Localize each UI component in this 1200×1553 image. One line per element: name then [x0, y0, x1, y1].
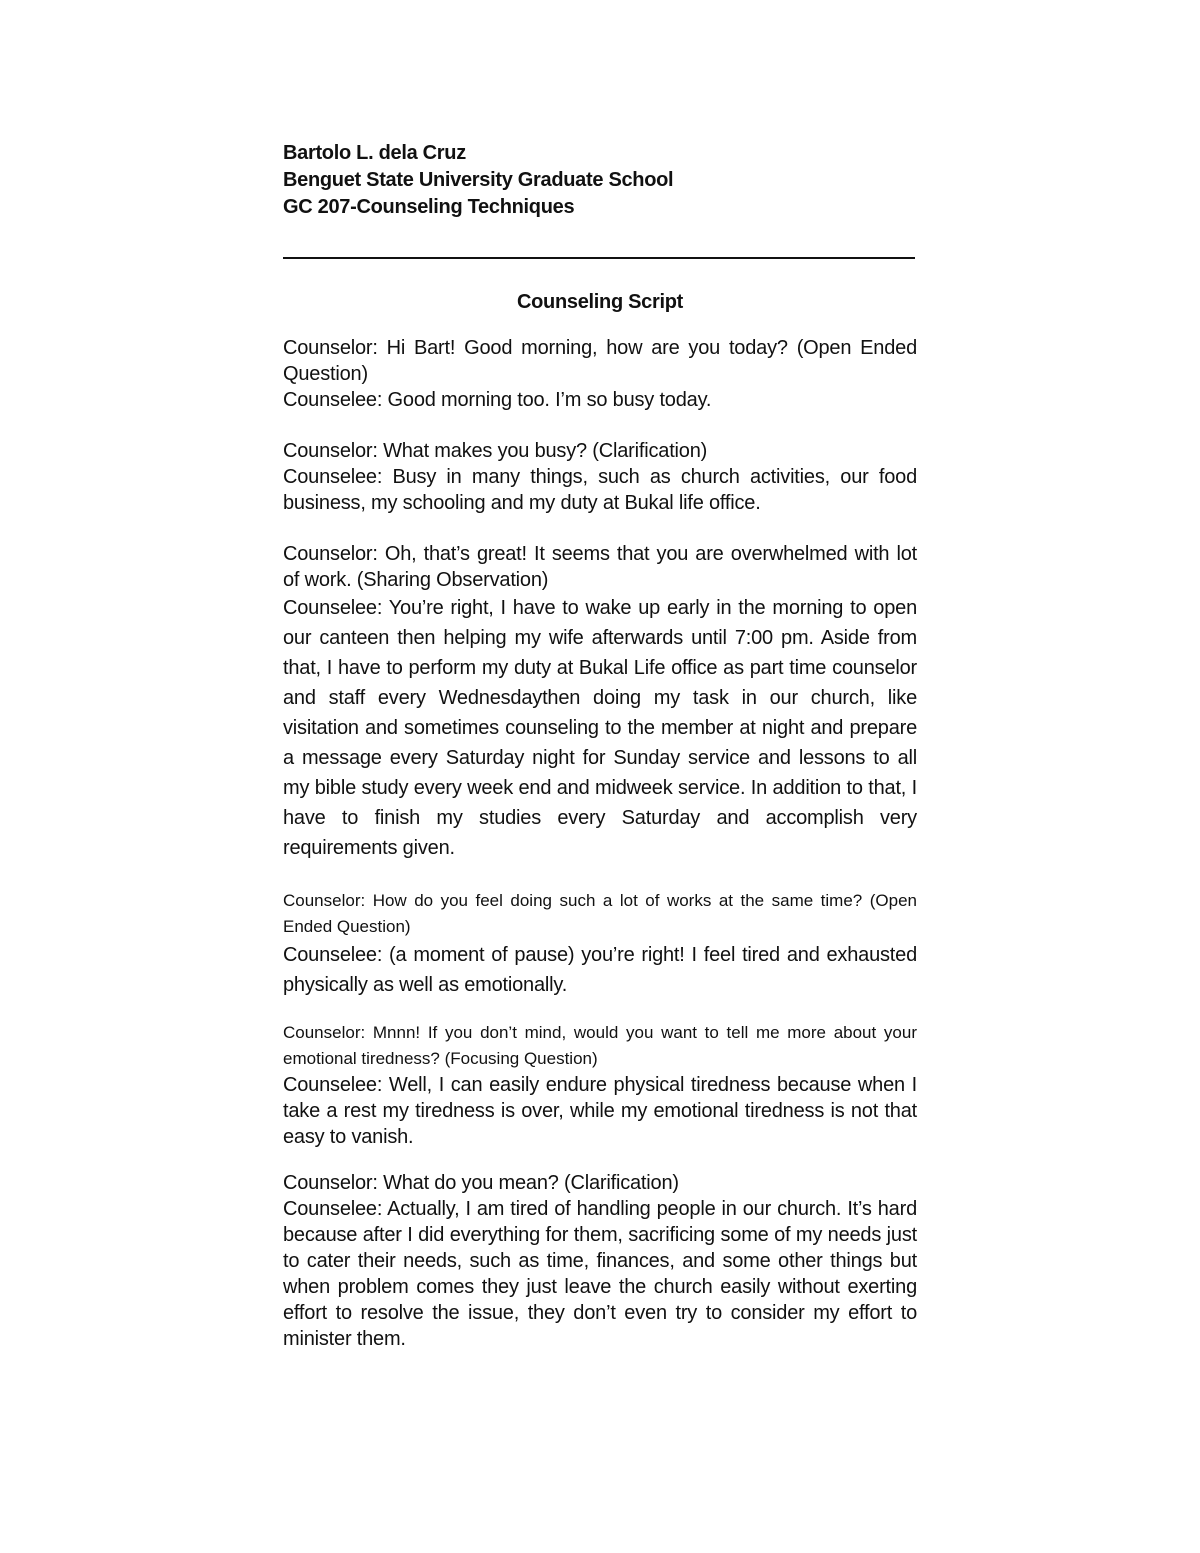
course-title: GC 207-Counseling Techniques: [283, 196, 575, 218]
exchange: [283, 335, 917, 413]
counselor-line: Counselor: What makes you busy? (Clarification): [283, 440, 708, 462]
counselor-line: Counselor: Mnnn! If you don’t mind, would you want to tell me more about your emotional tiredness? (Focusing Question): [283, 1023, 917, 1068]
dialogue: [283, 335, 917, 1352]
exchange: [283, 541, 917, 863]
counselor-line: Counselor: Hi Bart! Good morning, how are you today? (Open Ended Question): [283, 337, 917, 385]
counselor-line: Counselor: What do you mean? (Clarification): [283, 1172, 679, 1194]
counselee-line: Counselee: (a moment of pause) you’re right! I feel tired and exhausted physically as well as emotionally.: [283, 944, 917, 996]
exchange: [283, 438, 917, 516]
counselee-line: Counselee: You’re right, I have to wake up early in the morning to open our canteen then helping my wife afterwards until 7:00 pm. Aside from that, I have to perform my duty at Bukal Life office as part time counselor and staff every Wednesdaythen doing my task in our church, like visitation and sometimes counseling to the member at night and prepare a message every Saturday night for Sunday service and lessons to all my bible study every week end and midweek service. In addition to that, I have to finish my studies every Saturday and accomplish very requirements given.: [283, 597, 917, 859]
counselor-line: Counselor: How do you feel doing such a lot of works at the same time? (Open Ended Question): [283, 891, 917, 936]
horizontal-divider: [283, 257, 915, 259]
document-title: Counseling Script: [516, 291, 684, 313]
institution-name: Benguet State University Graduate School: [283, 169, 674, 191]
exchange: [283, 1170, 917, 1352]
counselee-line: Counselee: Actually, I am tired of handling people in our church. It’s hard because after I did everything for them, sacrificing some of my needs just to cater their needs, such as time, finances, and some other things but when problem comes they just leave the church easily without exerting effort to resolve the issue, they don’t even try to consider my effort to minister them.: [283, 1198, 917, 1350]
counselee-line: Counselee: Busy in many things, such as church activities, our food business, my schooling and my duty at Bukal life office.: [283, 466, 917, 514]
author-name: Bartolo L. dela Cruz: [283, 142, 466, 164]
counselor-line: Counselor: Oh, that’s great! It seems that you are overwhelmed with lot of work. (Sharing Observation): [283, 543, 917, 591]
counselee-line: Counselee: Good morning too. I’m so busy today.: [283, 389, 712, 411]
document-content: [283, 140, 917, 1377]
counselee-line: Counselee: Well, I can easily endure physical tiredness because when I take a rest my tiredness is over, while my emotional tiredness is not that easy to vanish.: [283, 1074, 917, 1148]
exchange: [283, 1020, 917, 1150]
exchange: [283, 888, 917, 1000]
